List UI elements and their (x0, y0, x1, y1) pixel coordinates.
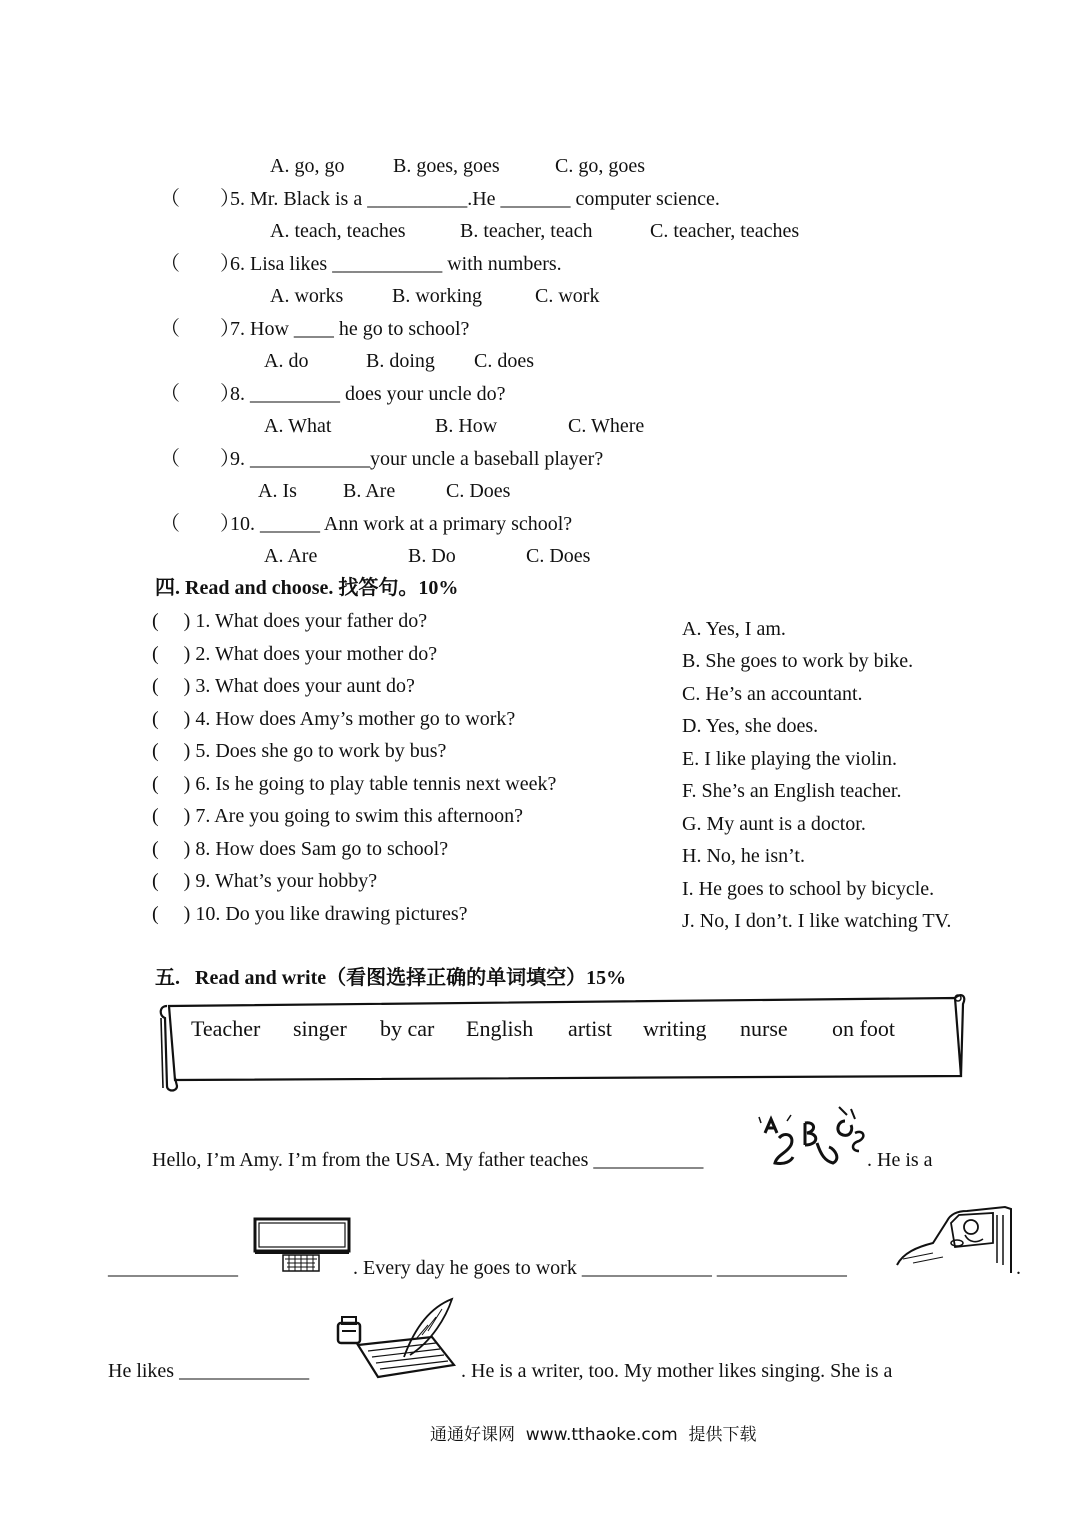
q7-question: 7. How ____ he go to school? (230, 318, 470, 340)
s4-question-7: ( ) 7. Are you going to swim this afternoon? (152, 805, 524, 827)
q8-paren: （ ） (160, 383, 240, 405)
q7-paren: （ ） (160, 318, 240, 340)
q5-option-a: A. teach, teaches (270, 220, 406, 242)
q10-option-a: A. Are (264, 545, 318, 567)
blackboard-icon (253, 1217, 353, 1275)
q7-option-b: B. doing (366, 350, 435, 372)
word-bank-english: English (466, 1016, 534, 1041)
q5-question: 5. Mr. Black is a __________.He _______ computer science. (230, 188, 720, 210)
s4-question-1: ( ) 1. What does your father do? (152, 610, 428, 632)
s4-question-6: ( ) 6. Is he going to play table tennis next week? (152, 773, 557, 795)
q5-paren: （ ） (160, 188, 240, 210)
q4-option-c: C. go, goes (555, 155, 645, 177)
s4-answer-c: C. He’s an accountant. (682, 683, 863, 705)
q9-option-c: C. Does (446, 480, 511, 502)
section5-title: 五. Read and write（看图选择正确的单词填空）15% (155, 967, 627, 989)
s4-answer-i: I. He goes to school by bicycle. (682, 878, 935, 900)
page-footer: 通通好课网 www.tthaoke.com 提供下载 (430, 1425, 757, 1445)
q9-paren: （ ） (160, 448, 240, 470)
s4-question-10: ( ) 10. Do you like drawing pictures? (152, 903, 468, 925)
q7-option-c: C. does (474, 350, 534, 372)
passage-line1: Hello, I’m Amy. I’m from the USA. My father teaches ___________ (152, 1149, 704, 1171)
q6-option-a: A. works (270, 285, 344, 307)
q7-option-a: A. do (264, 350, 309, 372)
section4-title: 四. Read and choose. 找答句。10% (155, 577, 459, 599)
word-bank-singer: singer (293, 1016, 347, 1041)
word-bank-nurse: nurse (740, 1016, 788, 1041)
passage-line2-end: . (1016, 1257, 1021, 1279)
word-bank-by-car: by car (380, 1016, 435, 1041)
passage-line2-mid: . Every day he goes to work _____________ _____________ (353, 1257, 847, 1279)
q6-option-c: C. work (535, 285, 600, 307)
q4-option-a: A. go, go (270, 155, 345, 177)
s4-answer-j: J. No, I don’t. I like watching TV. (682, 910, 952, 932)
word-bank-writing: writing (643, 1016, 707, 1041)
q10-option-b: B. Do (408, 545, 456, 567)
q8-option-a: A. What (264, 415, 332, 437)
s4-question-9: ( ) 9. What’s your hobby? (152, 870, 378, 892)
s4-answer-a: A. Yes, I am. (682, 618, 786, 640)
word-bank-on-foot: on foot (832, 1016, 895, 1041)
q8-option-c: C. Where (568, 415, 645, 437)
q10-option-c: C. Does (526, 545, 591, 567)
passage-line2-blank: _____________ (108, 1257, 238, 1279)
s4-answer-e: E. I like playing the violin. (682, 748, 897, 770)
s4-answer-d: D. Yes, she does. (682, 715, 819, 737)
passage-line3-end: . He is a writer, too. My mother likes singing. She is a (461, 1360, 893, 1382)
q6-paren: （ ） (160, 253, 240, 275)
q5-option-c: C. teacher, teaches (650, 220, 800, 242)
q9-question: 9. ____________your uncle a baseball player? (230, 448, 604, 470)
passage-line1-end: . He is a (867, 1149, 933, 1171)
s4-question-3: ( ) 3. What does your aunt do? (152, 675, 415, 697)
word-bank-artist: artist (568, 1016, 612, 1041)
q10-question: 10. ______ Ann work at a primary school? (230, 513, 573, 535)
q10-paren: （ ） (160, 513, 240, 535)
word-bank-teacher: Teacher (191, 1016, 261, 1041)
q6-option-b: B. working (392, 285, 482, 307)
passage-line3-start: He likes _____________ (108, 1360, 310, 1382)
q5-option-b: B. teacher, teach (460, 220, 593, 242)
s4-answer-b: B. She goes to work by bike. (682, 650, 914, 672)
q4-option-b: B. goes, goes (393, 155, 500, 177)
s4-question-5: ( ) 5. Does she go to work by bus? (152, 740, 447, 762)
s4-answer-g: G. My aunt is a doctor. (682, 813, 866, 835)
q8-option-b: B. How (435, 415, 498, 437)
q9-option-b: B. Are (343, 480, 396, 502)
word-bank-scroll (155, 990, 970, 1094)
s4-question-2: ( ) 2. What does your mother do? (152, 643, 438, 665)
s4-question-4: ( ) 4. How does Amy’s mother go to work? (152, 708, 516, 730)
q6-question: 6. Lisa likes ___________ with numbers. (230, 253, 562, 275)
s4-answer-f: F. She’s an English teacher. (682, 780, 902, 802)
q8-question: 8. _________ does your uncle do? (230, 383, 506, 405)
s4-answer-h: H. No, he isn’t. (682, 845, 805, 867)
q9-option-a: A. Is (258, 480, 297, 502)
s4-question-8: ( ) 8. How does Sam go to school? (152, 838, 449, 860)
car-driver-icon (893, 1203, 1015, 1275)
abc-letters-icon (755, 1103, 870, 1173)
book-quill-icon (332, 1295, 460, 1381)
